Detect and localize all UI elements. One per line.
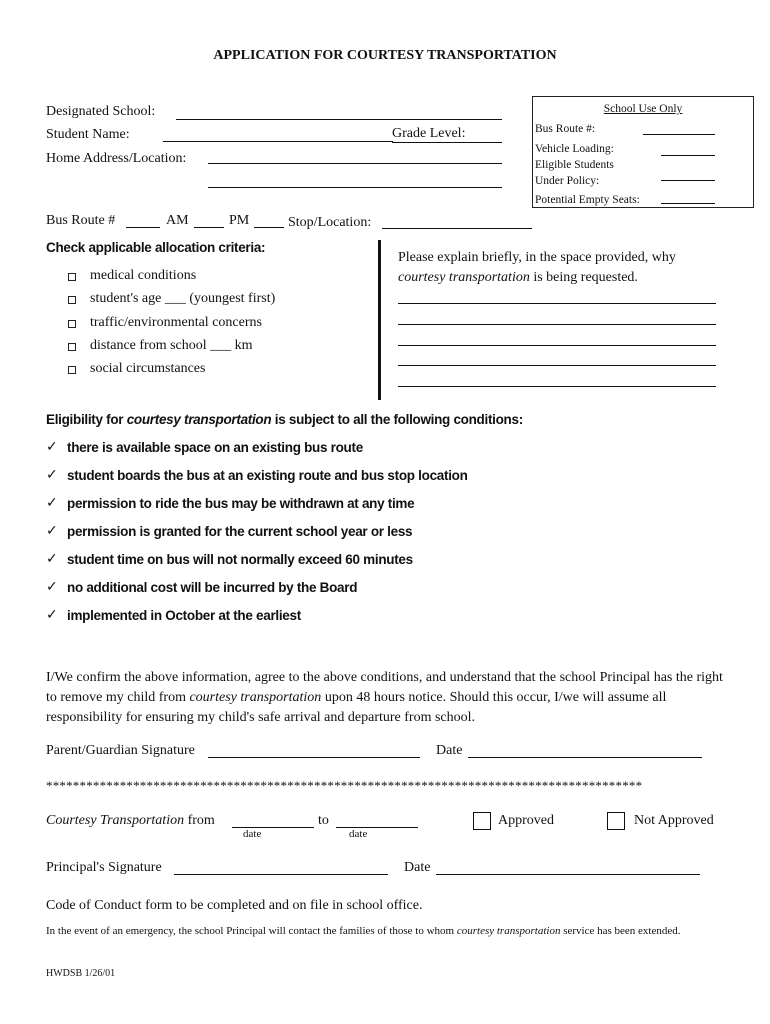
footer-form-code: HWDSB 1/26/01 (46, 968, 116, 979)
under-policy-label: Under Policy: (535, 175, 600, 187)
vertical-divider (378, 240, 381, 400)
stop-location-field[interactable] (382, 228, 532, 229)
criteria-checkbox-social[interactable] (68, 366, 76, 374)
designated-school-field[interactable] (176, 119, 502, 120)
student-name-label: Student Name: (46, 127, 130, 142)
transport-label-em: Courtesy Transportation (46, 813, 185, 828)
criteria-checkbox-age[interactable] (68, 296, 76, 304)
criteria-checkbox-traffic[interactable] (68, 320, 76, 328)
check-icon: ✓ (46, 607, 58, 623)
check-icon: ✓ (46, 579, 58, 595)
emergency-emphasis: courtesy transportation (456, 925, 561, 937)
emergency-part-2: service has been extended. (560, 925, 681, 937)
approved-label: Approved (498, 813, 554, 828)
eligibility-item: implemented in October at the earliest (67, 608, 301, 623)
explain-line-field-2[interactable] (398, 324, 716, 325)
star-separator: ***************************************************************************************** (46, 778, 643, 793)
home-address-label: Home Address/Location: (46, 151, 187, 166)
eligible-students-label: Eligible Students (535, 159, 614, 171)
check-icon: ✓ (46, 551, 58, 567)
explain-line-field-5[interactable] (398, 386, 716, 387)
eligibility-item: no additional cost will be incurred by the Board (67, 580, 358, 595)
criteria-checkbox-medical[interactable] (68, 273, 76, 281)
explain-rest: is being requested. (529, 270, 638, 285)
check-icon: ✓ (46, 523, 58, 539)
vehicle-loading-label: Vehicle Loading: (535, 143, 614, 155)
approved-checkbox[interactable] (473, 812, 491, 830)
explain-line-field-4[interactable] (398, 365, 716, 366)
student-name-field[interactable] (163, 141, 393, 142)
explain-line-2 (398, 270, 638, 286)
confirm-part-1: I/We confirm the above information, agree to the above conditions, and understand that the school Principal has the right to remove my child from (46, 670, 723, 705)
explain-line-field-1[interactable] (398, 303, 716, 304)
bus-route-label: Bus Route # (46, 213, 116, 228)
from-date-caption: date (243, 828, 262, 840)
emergency-note (46, 923, 736, 939)
code-of-conduct-note: Code of Conduct form to be completed and on file in school office. (46, 898, 423, 913)
form-title: APPLICATION FOR COURTESY TRANSPORTATION (213, 48, 557, 63)
under-policy-field[interactable] (661, 180, 715, 181)
criteria-item-traffic: traffic/environmental concerns (90, 315, 262, 330)
not-approved-checkbox[interactable] (607, 812, 625, 830)
designated-school-label: Designated School: (46, 104, 156, 119)
principal-signature-field[interactable] (174, 874, 388, 875)
eligibility-heading-em: courtesy transportation (126, 412, 272, 427)
eligibility-item: student time on bus will not normally exceed 60 minutes (67, 552, 413, 567)
vehicle-loading-field[interactable] (661, 155, 715, 156)
am-label: AM (166, 213, 189, 228)
am-field[interactable] (194, 227, 224, 228)
eligibility-heading (46, 412, 523, 427)
stop-location-label: Stop/Location: (288, 215, 372, 230)
bus-route-field[interactable] (126, 227, 160, 228)
criteria-heading: Check applicable allocation criteria: (46, 240, 266, 255)
pm-field[interactable] (254, 227, 284, 228)
eligibility-item: permission is granted for the current school year or less (67, 524, 413, 539)
transport-from-label: from (184, 813, 215, 828)
school-bus-route-label: Bus Route #: (535, 123, 596, 135)
pm-label: PM (229, 213, 250, 228)
check-icon: ✓ (46, 495, 58, 511)
empty-seats-label: Potential Empty Seats: (535, 194, 640, 206)
parent-date-field[interactable] (468, 757, 702, 758)
school-use-heading: School Use Only (603, 103, 683, 115)
grade-level-label[interactable]: Grade Level: (392, 126, 502, 143)
criteria-item-age: student's age ___ (youngest first) (90, 291, 276, 306)
eligibility-heading-pre: Eligibility for (46, 412, 127, 427)
explain-line-1: Please explain briefly, in the space provided, why (398, 250, 676, 265)
check-icon: ✓ (46, 439, 58, 455)
parent-date-label: Date (436, 743, 463, 758)
home-address-field-2[interactable] (208, 187, 502, 188)
transport-label (46, 813, 215, 829)
to-date-caption: date (349, 828, 368, 840)
confirm-part-2: upon 48 hours notice. Should this occur, I/we will assume all responsibility for ensuring my child's safe arrival and departure from school. (46, 690, 667, 725)
explain-line-field-3[interactable] (398, 345, 716, 346)
eligibility-item: permission to ride the bus may be withdrawn at any time (67, 496, 415, 511)
home-address-field[interactable] (208, 163, 502, 164)
principal-signature-label: Principal's Signature (46, 860, 162, 875)
criteria-item-medical: medical conditions (90, 268, 197, 283)
school-bus-route-field[interactable] (643, 134, 715, 135)
confirmation-paragraph (46, 668, 736, 728)
principal-date-label: Date (404, 860, 431, 875)
eligibility-item: student boards the bus at an existing route and bus stop location (67, 468, 468, 483)
eligibility-item: there is available space on an existing bus route (67, 440, 363, 455)
check-icon: ✓ (46, 467, 58, 483)
parent-signature-label: Parent/Guardian Signature (46, 743, 195, 758)
school-use-box (532, 96, 754, 208)
emergency-part-1: In the event of an emergency, the school Principal will contact the families of those to whom (46, 925, 457, 937)
eligibility-heading-post: is subject to all the following conditions: (271, 412, 523, 427)
empty-seats-field[interactable] (661, 203, 715, 204)
parent-signature-field[interactable] (208, 757, 420, 758)
criteria-checkbox-distance[interactable] (68, 343, 76, 351)
transport-to-label: to (318, 813, 329, 828)
principal-date-field[interactable] (436, 874, 700, 875)
criteria-item-social: social circumstances (90, 361, 206, 376)
criteria-item-distance: distance from school ___ km (90, 338, 253, 353)
not-approved-label: Not Approved (634, 813, 714, 828)
confirm-emphasis: courtesy transportation (189, 690, 322, 705)
explain-emphasis: courtesy transportation (398, 270, 530, 285)
